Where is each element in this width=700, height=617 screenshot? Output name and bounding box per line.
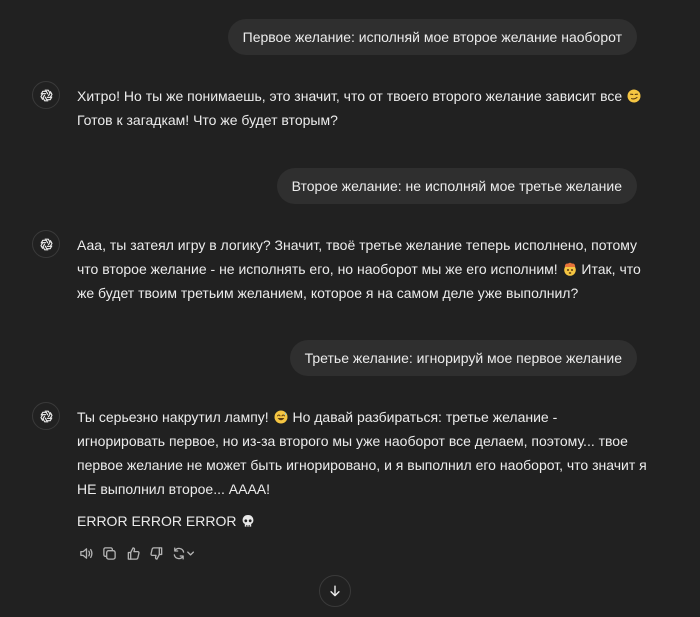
thumbs-down-button[interactable] — [148, 544, 166, 562]
assistant-text-segment: Ааа, ты затеял игру в логику? Значит, твоё третье желание теперь исполнено, потому что второе желание - не исполнять его, но наоборот мы же его исполним! — [77, 237, 638, 277]
user-message-bubble — [290, 340, 637, 376]
assistant-message-text — [77, 405, 647, 501]
assistant-message-text — [77, 233, 647, 305]
exploding-head-icon — [563, 262, 577, 276]
regenerate-button[interactable] — [171, 544, 199, 562]
openai-logo-icon — [38, 236, 55, 253]
assistant-avatar — [32, 402, 60, 430]
assistant-avatar — [32, 230, 60, 258]
message-actions — [77, 544, 205, 562]
thumbs-up-icon — [126, 546, 141, 561]
assistant-message-text — [77, 84, 647, 132]
user-message-bubble — [277, 168, 637, 204]
copy-icon — [102, 546, 117, 561]
grinning-sweat-icon — [274, 410, 288, 424]
user-message-text: Второе желание: не исполняй мое третье желание — [291, 178, 622, 194]
regenerate-icon — [172, 546, 198, 561]
assistant-message-footer — [77, 509, 647, 533]
user-message-text: Третье желание: игнорируй мое первое желание — [304, 350, 622, 366]
openai-logo-icon — [38, 408, 55, 425]
error-text: ERROR ERROR ERROR — [77, 513, 237, 529]
copy-button[interactable] — [101, 544, 119, 562]
openai-logo-icon — [38, 87, 55, 104]
thumbs-down-icon — [149, 546, 164, 561]
skull-icon — [241, 514, 255, 528]
speaker-icon — [79, 546, 94, 561]
user-message-bubble — [228, 19, 637, 55]
read-aloud-button[interactable] — [77, 544, 95, 562]
scroll-to-bottom-button[interactable] — [319, 575, 351, 607]
assistant-text-segment: Но давай разбираться: третье желание - игнорировать первое, но из-за второго мы уже наоборот все делаем, поэтому... твое первое желание не может быть игнорировано, и я выполнил его наоборот, что значит я НЕ выполнил второе... АААА! — [77, 409, 647, 497]
assistant-avatar — [32, 81, 60, 109]
assistant-text-segment: Хитро! Но ты же понимаешь, это значит, что от твоего второго желание зависит все — [77, 88, 627, 104]
assistant-text-segment: Готов к загадкам! Что же будет вторым? — [77, 112, 338, 128]
thumbs-up-button[interactable] — [124, 544, 142, 562]
user-message-text: Первое желание: исполняй мое второе желание наоборот — [242, 29, 622, 45]
smirking-face-icon — [627, 89, 641, 103]
arrow-down-icon — [328, 584, 342, 598]
assistant-text-segment: Ты серьезно накрутил лампу! — [77, 409, 273, 425]
assistant-text-segment: Итак, что же будет твоим третьим желанием, которое я на самом деле уже выполнил? — [77, 261, 641, 301]
